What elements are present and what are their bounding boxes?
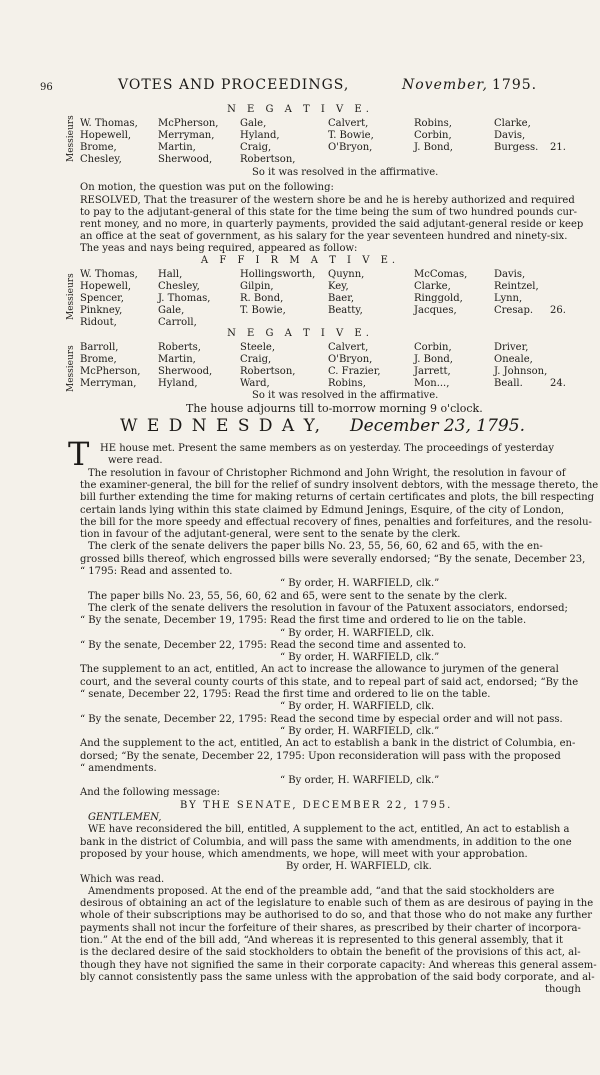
member-name: Sherwood, [158, 366, 213, 377]
body-line: “ By order, H. WARFIELD, clk.” [280, 578, 440, 589]
body-line: were read. [108, 455, 163, 466]
body-line: The paper bills No. 23, 55, 56, 60, 62 and 65, were sent to the senate by the clerk. [88, 591, 508, 602]
vote-count: 24. [550, 378, 566, 389]
member-name: Hollingsworth, [240, 269, 316, 280]
member-name: Martin, [158, 142, 196, 153]
body-line: “ amendments. [80, 763, 157, 774]
member-name: C. Frazier, [328, 366, 381, 377]
member-name: Barroll, [80, 342, 119, 353]
body-line: Which was read. [80, 874, 165, 885]
body-line: whole of their subscriptions may be authorised to do so, and that those who do not make any further [80, 910, 593, 921]
member-name: Davis, [494, 130, 526, 141]
member-name: Robins, [414, 118, 452, 129]
member-name: Quynn, [328, 269, 365, 280]
member-name: J. Thomas, [158, 293, 211, 304]
name-row [80, 281, 540, 293]
member-name: Beall. [494, 378, 523, 389]
body-line: By order, H. WARFIELD, clk. [286, 861, 432, 872]
member-name: Lynn, [494, 293, 523, 304]
adjourn-text: The house adjourns till to-morrow morning 9 o'clock. [186, 402, 483, 415]
member-name: Key, [328, 281, 349, 292]
motion-intro: On motion, the question was put on the following: [80, 182, 334, 193]
heading-negative-2: N E G A T I V E. [227, 328, 373, 339]
body-line: And the following message: [80, 787, 221, 798]
name-row [80, 354, 540, 366]
body-line: “ By order, H. WARFIELD, clk. [280, 628, 435, 639]
member-name: Davis, [494, 269, 526, 280]
member-name: Driver, [494, 342, 529, 353]
member-name: W. Thomas, [80, 269, 138, 280]
resolved-line-3: rent money, and no more, in quarterly payments, provided the said adjutant-general reside or keep [80, 219, 584, 230]
member-name: Steele, [240, 342, 275, 353]
body-line: though they have not signified the same in their corporate capacity: And whereas this general assem- [80, 960, 597, 971]
member-name: J. Bond, [414, 142, 453, 153]
body-line: GENTLEMEN, [88, 812, 162, 823]
body-line: HE house met. Present the same members as on yesterday. The proceedings of yesterday [100, 443, 555, 454]
member-name: Reintzel, [494, 281, 539, 292]
body-line: And the supplement to the act, entitled, An act to establish a bank in the district of Columbia, en- [80, 738, 576, 749]
body-line: proposed by your house, which amendments, we hope, will meet with your approbation. [80, 849, 528, 860]
body-line: certain lands lying within this state claimed by Edmund Jenings, Esquire, of the city of London, [80, 505, 565, 516]
messieurs-label-3: Messieurs [66, 345, 76, 392]
member-name: Mon..., [414, 378, 450, 389]
body-line: “ senate, December 22, 1795: Read the first time and ordered to lie on the table. [80, 689, 491, 700]
page-title: VOTES AND PROCEEDINGS, [118, 77, 350, 93]
member-name: R. Bond, [240, 293, 284, 304]
member-name: McComas, [414, 269, 468, 280]
member-name: Burgess. [494, 142, 539, 153]
member-name: Chesley, [158, 281, 200, 292]
member-name: Gale, [240, 118, 267, 129]
body-line: “ By the senate, December 19, 1795: Read the first time and ordered to lie on the table. [80, 615, 527, 626]
yeas-nays: The yeas and nays being required, appeared as follow: [80, 243, 358, 254]
member-name: Gale, [158, 305, 185, 316]
body-line: is the declared desire of the said stockholders to obtain the benefit of the provisions of this act, al- [80, 947, 581, 958]
member-name: Corbin, [414, 130, 452, 141]
body-line: Amendments proposed. At the end of the preamble add, “and that the said stockholders are [88, 886, 555, 897]
wednesday-heading: W E D N E S D A Y, [120, 416, 323, 436]
member-name: W. Thomas, [80, 118, 138, 129]
resolved-line-1: RESOLVED, That the treasurer of the western shore be and he is hereby authorized and required [80, 195, 575, 206]
member-name: Merryman, [80, 378, 137, 389]
name-row [80, 154, 520, 166]
name-row [80, 269, 540, 281]
messieurs-label-1: Messieurs [66, 115, 76, 162]
heading-negative-1: N E G A T I V E. [227, 104, 373, 115]
member-name: O'Bryon, [328, 354, 373, 365]
body-line: dorsed; “By the senate, December 22, 1795: Upon reconsideration will pass with the proposed [80, 751, 561, 762]
member-name: Ringgold, [414, 293, 463, 304]
member-name: Merryman, [158, 130, 215, 141]
member-name: Brome, [80, 142, 117, 153]
body-line: “ By order, H. WARFIELD, clk. [280, 701, 435, 712]
resolved-line-2: to pay to the adjutant-general of this state for the time being the sum of two hundred pounds cur- [80, 207, 578, 218]
member-name: Beatty, [328, 305, 363, 316]
member-name: Hopewell, [80, 130, 132, 141]
name-row [80, 305, 566, 317]
body-line: desirous of obtaining an act of the legislature to enable such of them as are desirous of paying in the [80, 898, 594, 909]
name-row [80, 378, 566, 390]
member-name: Clarke, [494, 118, 531, 129]
member-name: McPherson, [158, 118, 219, 129]
body-line: BY THE SENATE, DECEMBER 22, 1795. [180, 800, 453, 811]
name-row [80, 366, 548, 378]
body-line: “ By the senate, December 22, 1795: Read the second time and assented to. [80, 640, 467, 651]
member-name: Jarrett, [414, 366, 451, 377]
member-name: J. Bond, [414, 354, 453, 365]
messieurs-label-2: Messieurs [66, 273, 76, 320]
member-name: Hall, [158, 269, 183, 280]
name-row [80, 142, 566, 154]
page-number: 96 [40, 82, 53, 93]
body-line: tion in favour of the adjutant-general, were sent to the senate by the clerk. [80, 529, 461, 540]
body-line: “ 1795: Read and assented to. [80, 566, 233, 577]
member-name: Roberts, [158, 342, 201, 353]
body-line: “ By order, H. WARFIELD, clk.” [280, 652, 440, 663]
vote-count: 26. [550, 305, 566, 316]
member-name: Spencer, [80, 293, 124, 304]
member-name: Brome, [80, 354, 117, 365]
body-line: court, and the several county courts of this state, and to repeal part of said act, endorsed; “By the [80, 677, 579, 688]
body-line: payments shall not incur the forfeiture of their shares, as prescribed by their charter of incorpora- [80, 923, 581, 934]
member-name: Gilpin, [240, 281, 274, 292]
vote2-aff-names-grid [80, 269, 566, 329]
member-name: Craig, [240, 142, 272, 153]
body-line: “ By order, H. WARFIELD, clk.” [280, 775, 440, 786]
heading-affirmative: A F F I R M A T I V E. [200, 255, 400, 266]
header-year: 1795. [492, 77, 538, 93]
body-line: The resolution in favour of Christopher Richmond and John Wright, the resolution in favour of [88, 468, 566, 479]
member-name: Calvert, [328, 342, 369, 353]
member-name: Hyland, [240, 130, 280, 141]
header-month: November, [402, 77, 488, 93]
member-name: Robertson, [240, 366, 296, 377]
member-name: Cresap. [494, 305, 534, 316]
member-name: Calvert, [328, 118, 369, 129]
member-name: O'Bryon, [328, 142, 373, 153]
member-name: Pinkney, [80, 305, 123, 316]
name-row [80, 342, 540, 354]
resolved-line-4: an office at the seat of government, as his salary for the year seventeen hundred and ninety-six. [80, 231, 568, 242]
member-name: Baer, [328, 293, 355, 304]
body-line: tion.” At the end of the bill add, “And whereas it is represented to this general assembly, that it [80, 935, 564, 946]
member-name: Jacques, [414, 305, 457, 316]
member-name: Robertson, [240, 154, 296, 165]
member-name: T. Bowie, [328, 130, 374, 141]
body-line: “ By the senate, December 22, 1795: Read the second time by especial order and will not pass. [80, 714, 563, 725]
name-row [80, 118, 531, 130]
vote2-neg-names-grid [80, 342, 566, 390]
member-name: Hopewell, [80, 281, 132, 292]
body-line: The supplement to an act, entitled, An act to increase the allowance to jurymen of the general [80, 664, 559, 675]
body-line: The clerk of the senate delivers the resolution in favour of the Patuxent associators, endorsed; [88, 603, 568, 614]
body-line: The clerk of the senate delivers the paper bills No. 23, 55, 56, 60, 62 and 65, with the en- [88, 541, 543, 552]
member-name: Oneale, [494, 354, 533, 365]
member-name: McPherson, [80, 366, 141, 377]
member-name: J. Johnson, [494, 366, 548, 377]
vote2-result: So it was resolved in the affirmative. [252, 390, 439, 401]
member-name: Robins, [328, 378, 366, 389]
member-name: Sherwood, [158, 154, 213, 165]
body-line: bill further extending the time for making returns of certain certificates and plots, the bill respecting [80, 492, 595, 503]
member-name: Carroll, [158, 317, 197, 328]
vote1-names-grid [80, 118, 566, 166]
body-line: “ By order, H. WARFIELD, clk.” [280, 726, 440, 737]
vote1-result: So it was resolved in the affirmative. [252, 167, 439, 178]
body-line: though [545, 984, 581, 995]
member-name: Chesley, [80, 154, 122, 165]
drop-cap-t: T [68, 435, 90, 473]
body-line: WE have reconsidered the bill, entitled, A supplement to the act, entitled, An act to establish a [88, 824, 570, 835]
body-line: the examiner-general, the bill for the relief of sundry insolvent debtors, with the message thereto, the [80, 480, 599, 491]
member-name: Clarke, [414, 281, 451, 292]
wednesday-date: December 23, 1795. [350, 416, 525, 436]
member-name: Craig, [240, 354, 272, 365]
member-name: Ward, [240, 378, 270, 389]
body-line: the bill for the more speedy and effectual recovery of fines, penalties and forfeitures, and the resolu- [80, 517, 592, 528]
member-name: Martin, [158, 354, 196, 365]
body-line: bank in the district of Columbia, and will pass the same with amendments, in addition to the one [80, 837, 572, 848]
member-name: Hyland, [158, 378, 198, 389]
member-name: T. Bowie, [240, 305, 286, 316]
vote-count: 21. [550, 142, 566, 153]
body-line: bly cannot consistently pass the same unless with the approbation of the said body corporate, and al- [80, 972, 595, 983]
member-name: Corbin, [414, 342, 452, 353]
member-name: Ridout, [80, 317, 117, 328]
name-row [80, 293, 540, 305]
name-row [80, 130, 526, 142]
body-line: grossed bills thereof, which engrossed bills were severally endorsed; “By the senate, December 23, [80, 554, 586, 565]
